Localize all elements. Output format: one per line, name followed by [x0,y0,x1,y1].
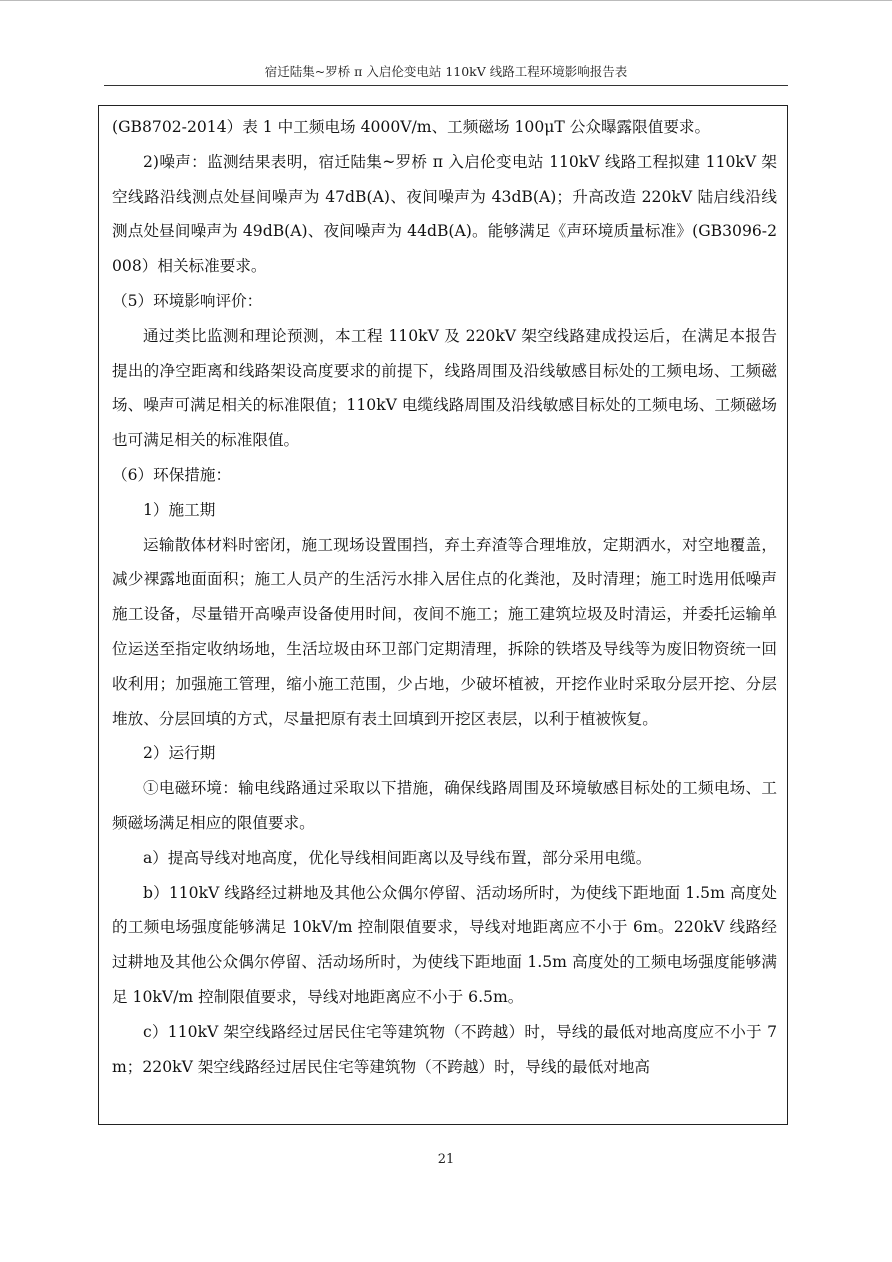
paragraph-construction-measures: 运输散体材料时密闭，施工现场设置围挡，弃土弃渣等合理堆放，定期洒水，对空地覆盖，减少裸露地面面积；施工人员产的生活污水排入居住点的化粪池，及时清理；施工时选用低噪声施工设备，尽量错开高噪声设备使用时间，夜间不施工；施工建筑垃圾及时清运，并委托运输单位运送至指定收纳场地，生活垃圾由环卫部门定期清理，拆除的铁塔及导线等为废旧物资统一回收利用；加强施工管理，缩小施工范围，少占地，少破坏植被，开挖作业时采取分层开挖、分层堆放、分层回填的方式，尽量把原有表土回填到开挖区表层，以利于植被恢复。 [112,535,777,728]
running-header: 宿迁陆集~罗桥 π 入启伦变电站 110kV 线路工程环境影响报告表 [264,64,628,79]
paragraph-gb8702-continuation: (GB8702-2014）表 1 中工频电场 4000V/m、工频磁场 100μT 公众曝露限值要求。 [112,118,711,136]
list-item-c: c）110kV 架空线路经过居民住宅等建筑物（不跨越）时，导线的最低对地高度应不小于 7m；220kV 架空线路经过居民住宅等建筑物（不跨越）时，导线的最低对地高 [112,1022,777,1076]
header-rule [104,85,788,86]
page-top-edge [0,0,892,1]
subheading-construction-period: 1）施工期 [143,500,216,519]
heading-impact-assessment: （5）环境影响评价： [112,291,263,310]
subheading-operation-period: 2）运行期 [143,744,216,763]
page-number: 21 [437,1152,455,1167]
list-item-a: a）提高导线对地高度，优化导线相间距离以及导线布置，部分采用电缆。 [143,848,652,867]
heading-protection-measures: （6）环保措施： [112,465,232,484]
list-item-b: b）110kV 线路经过耕地及其他公众偶尔停留、活动场所时，为使线下距地面 1.5m 高度处的工频电场强度能够满足 10kV/m 控制限值要求，导线对地距离应不小于 6m。220kV 线路经过耕地及其他公众偶尔停留、活动场所时，为使线下距地面 1.5m 高度处的工频电场强度能够满足 10kV/m 控制限值要求，导线对地距离应不小于 6.5m。 [112,883,777,1006]
paragraph-electromagnetic: ①电磁环境：输电线路通过采取以下措施，确保线路周围及环境敏感目标处的工频电场、工频磁场满足相应的限值要求。 [112,779,777,832]
paragraph-impact-assessment: 通过类比监测和理论预测，本工程 110kV 及 220kV 架空线路建成投运后，在满足本报告提出的净空距离和线路架设高度要求的前提下，线路周围及沿线敏感目标处的工频电场、工频磁场、噪声可满足相关的标准限值；110kV 电缆线路周围及沿线敏感目标处的工频电场、工频磁场也可满足相关的标准限值。 [112,326,777,450]
paragraph-noise: 2)噪声：监测结果表明，宿迁陆集~罗桥 π 入启伦变电站 110kV 线路工程拟建 110kV 架空线路沿线测点处昼间噪声为 47dB(A)、夜间噪声为 43dB(A)；升高改造 220kV 陆启线沿线测点处昼间噪声为 49dB(A)、夜间噪声为 44dB(A)。能够满足《声环境质量标准》(GB3096-2008）相关标准要求。 [112,152,777,276]
content-frame [98,105,788,1125]
